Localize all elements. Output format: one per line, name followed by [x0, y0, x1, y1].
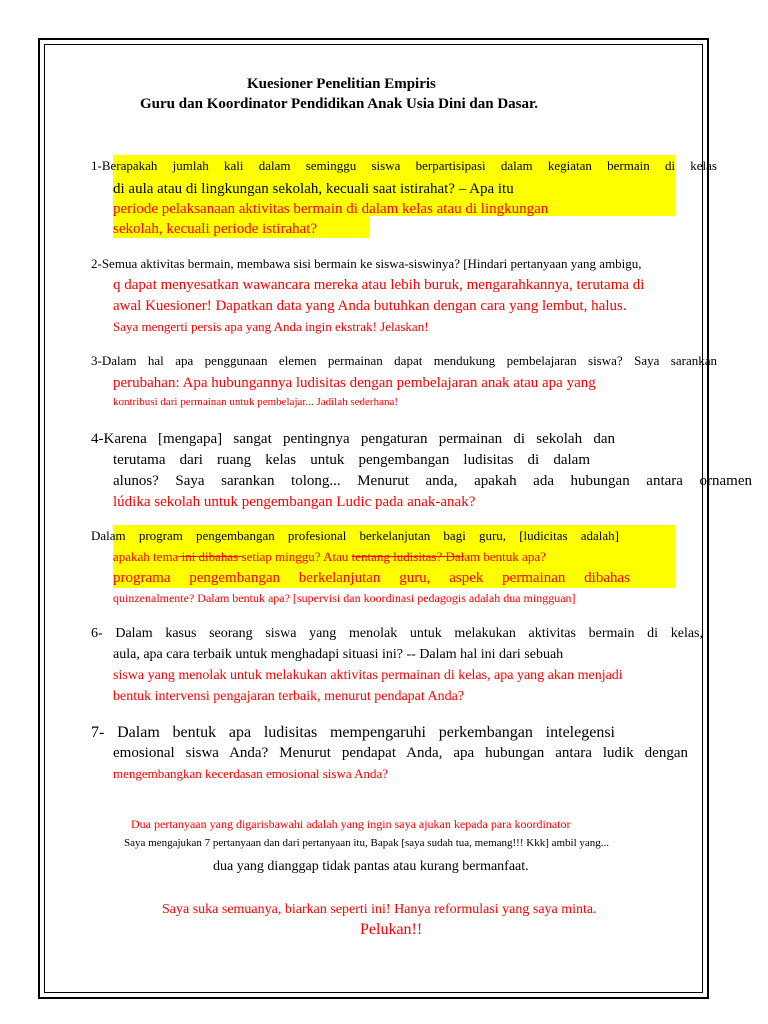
q5-line-2-c: setiap minggu? Atau — [241, 549, 352, 564]
footer-note-4: Saya suka semuanya, biarkan seperti ini! Hanya reformulasi yang saya minta. — [162, 902, 597, 917]
q7-line-1: 7- Dalam bentuk apa ludisitas mempengaruhi perkembangan intelegensi — [91, 724, 615, 741]
q2-line-3: awal Kuesioner! Dapatkan data yang Anda butuhkan dengan cara yang lembut, halus. — [113, 298, 627, 314]
q2-line-1: 2-Semua aktivitas bermain, membawa sisi bermain ke siswa-siswinya? [Hindari pertanyaan yang ambigu, — [91, 256, 642, 271]
q5-line-2-strike-2: tentang ludisitas? Dal — [351, 549, 465, 564]
q7-line-2: emosional siswa Anda? Menurut pendapat Anda, apa hubungan antara ludik dengan — [113, 745, 688, 761]
q5-line-3: programa pengembangan berkelanjutan guru, aspek permainan dibahas — [113, 570, 630, 586]
q6-line-2: aula, apa cara terbaik untuk menghadapi situasi ini? -- Dalam hal ini dari sebuah — [113, 647, 564, 662]
title-line-1: Kuesioner Penelitian Empiris — [247, 76, 436, 92]
q4-line-4: lúdika sekolah untuk pengembangan Ludic pada anak-anak? — [113, 494, 476, 510]
q5-line-2-e: am bentuk apa? — [464, 549, 546, 564]
footer-note-1: Dua pertanyaan yang digarisbawahi adalah yang ingin saya ajukan kepada para koordinator — [131, 817, 571, 831]
q5-line-2-strike-1: ini dibahas — [178, 549, 242, 564]
q5-line-2-a: apakah tema — [113, 549, 179, 564]
q6-line-4: bentuk intervensi pengajaran terbaik, menurut pendapat Anda? — [113, 689, 465, 704]
q5-line-1: Dalam program pengembangan profesional berkelanjutan bagi guru, [ludicitas adalah] — [91, 528, 619, 543]
q2-line-2: q dapat menyesatkan wawancara mereka atau lebih buruk, mengarahkannya, terutama di — [113, 277, 645, 293]
footer-signoff: Pelukan!! — [360, 921, 423, 938]
q1-line-1: 1-Berapakah jumlah kali dalam seminggu siswa berpartisipasi dalam kegiatan bermain di kelas — [91, 158, 717, 173]
q3-line-3: kontribusi dari permainan untuk pembelajar... Jadilah sederhana! — [113, 396, 398, 408]
footer-note-2: Saya mengajukan 7 pertanyaan dan dari pertanyaan itu, Bapak [saya sudah tua, memang!!! Kkk] ambil yang... — [124, 837, 610, 849]
q3-line-2: perubahan: Apa hubungannya ludisitas dengan pembelajaran anak atau apa yang — [113, 375, 596, 391]
q6-line-1: 6- Dalam kasus seorang siswa yang menolak untuk melakukan aktivitas bermain di kelas, — [91, 626, 703, 641]
q5-line-4: quinzenalmente? Dalam bentuk apa? [supervisi dan koordinasi pedagogis adalah dua mingguan] — [113, 591, 576, 605]
q4-line-1: 4-Karena [mengapa] sangat pentingnya pengaturan permainan di sekolah dan — [91, 431, 615, 447]
q7-line-3: mengembangkan kecerdasan emosional siswa Anda? — [113, 766, 389, 781]
q3-line-1: 3-Dalam hal apa penggunaan elemen permainan dapat mendukung pembelajaran siswa? Saya sarankan — [91, 353, 717, 368]
footer-note-3: dua yang dianggap tidak pantas atau kurang bermanfaat. — [213, 859, 529, 874]
q6-line-3: siswa yang menolak untuk melakukan aktivitas permainan di kelas, apa yang akan menjadi — [113, 668, 623, 683]
q4-line-3: alunos? Saya sarankan tolong... Menurut anda, apakah ada hubungan antara ornamen — [113, 473, 752, 489]
q1-line-4: sekolah, kecuali periode istirahat? — [113, 221, 318, 237]
title-line-2: Guru dan Koordinator Pendidikan Anak Usia Dini dan Dasar. — [140, 96, 539, 112]
q4-line-2: terutama dari ruang kelas untuk pengembangan ludisitas di dalam — [113, 452, 590, 468]
q1-line-2: di aula atau di lingkungan sekolah, kecuali saat istirahat? – Apa itu — [113, 181, 514, 197]
q2-line-4: Saya mengerti persis apa yang Anda ingin ekstrak! Jelaskan! — [113, 319, 429, 334]
q5-line-2 — [113, 550, 546, 563]
q1-line-3: periode pelaksanaan aktivitas bermain di dalam kelas atau di lingkungan — [113, 201, 549, 217]
